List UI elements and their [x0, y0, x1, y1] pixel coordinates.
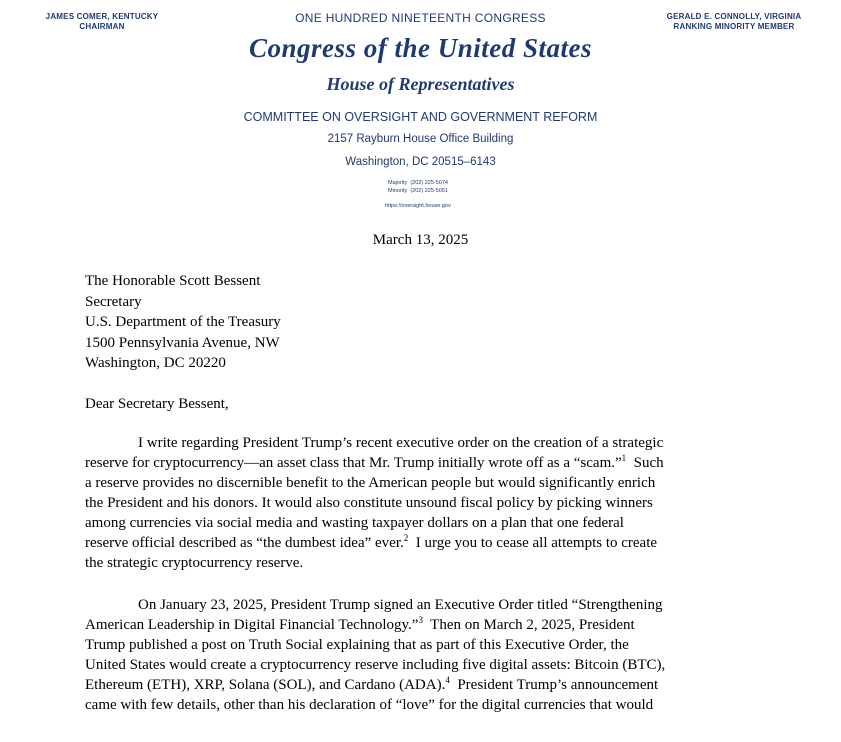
footnote-ref-2[interactable]: 2 [403, 533, 409, 543]
recipient-line: The Honorable Scott Bessent [85, 273, 261, 289]
chairman-name: JAMES COMER, KENTUCKY [45, 12, 159, 21]
minority-phone: (202) 225-5051 [410, 188, 448, 194]
recipient-line: 1500 Pennsylvania Avenue, NW [85, 334, 280, 351]
minority-label: Minority [388, 188, 408, 194]
phone-block [388, 179, 448, 195]
letterhead-chamber: House of Representatives [326, 74, 515, 94]
paragraph-line [85, 675, 775, 695]
paragraph-line: the strategic cryptocurrency reserve. [85, 555, 304, 571]
majority-label: Majority [388, 180, 408, 186]
letterhead-title: Congress of the United States [248, 33, 593, 63]
paragraph-line [85, 615, 775, 635]
salutation: Dear Secretary Bessent, [85, 396, 229, 412]
text-run: President Trump’s announcement [449, 677, 659, 693]
paragraph-line: United States would create a cryptocurrency reserve including five digital assets: Bitcoin (BTC), [85, 657, 666, 673]
ranking-member-title: RANKING MINORITY MEMBER [673, 22, 795, 31]
footnote-ref-4[interactable]: 4 [445, 675, 450, 685]
paragraph-line [85, 453, 775, 473]
paragraph-1 [85, 433, 775, 573]
office-building: 2157 Rayburn House Office Building [327, 133, 514, 145]
office-city: Washington, DC 20515–6143 [345, 156, 496, 168]
paragraph-line: the President and his donors. It would also constitute unsound fiscal policy by picking winners [85, 495, 653, 511]
paragraph-line: On January 23, 2025, President Trump signed an Executive Order titled “Strengthening [138, 597, 663, 613]
paragraph-line: I write regarding President Trump’s recent executive order on the creation of a strategic [138, 435, 664, 451]
text-run: Ethereum (ETH), XRP, Solana (SOL), and Cardano (ADA). [85, 677, 446, 693]
ranking-member-name: GERALD E. CONNOLLY, VIRGINIA [666, 12, 802, 21]
text-run: American Leadership in Digital Financial Technology.” [85, 617, 419, 633]
paragraph-line: came with few details, other than his declaration of “love” for the digital currencies that would [85, 697, 654, 713]
paragraph-line: Trump published a post on Truth Social explaining that as part of this Executive Order, the [85, 637, 629, 653]
text-run: reserve official described as “the dumbest idea” ever. [85, 535, 404, 551]
text-run: Then on March 2, 2025, President [422, 617, 635, 633]
paragraph-line: a reserve provides no discernible benefit to the American people but would significantly enrich [85, 475, 656, 491]
text-run: reserve for cryptocurrency—an asset class that Mr. Trump initially wrote off as a “scam.” [85, 455, 622, 471]
footnote-ref-3[interactable]: 3 [418, 615, 423, 625]
paragraph-2 [85, 595, 775, 715]
letter-date: March 13, 2025 [372, 232, 469, 248]
recipient-address [85, 271, 281, 374]
footnote-ref-1[interactable]: 1 [621, 453, 627, 463]
paragraph-line: among currencies via social media and wasting taxpayer dollars on a plan that one federal [85, 515, 624, 531]
text-run: Such [626, 455, 664, 471]
chairman-title: CHAIRMAN [79, 22, 125, 31]
committee-name: COMMITTEE ON OVERSIGHT AND GOVERNMENT REFORM [243, 110, 598, 124]
recipient-line: Secretary [85, 293, 142, 310]
majority-phone: (202) 225-5074 [410, 180, 448, 186]
website-link[interactable]: https://oversight.house.gov [385, 203, 451, 209]
paragraph-line [85, 533, 775, 553]
text-run: I urge you to cease all attempts to create [408, 535, 658, 551]
congress-number: ONE HUNDRED NINETEENTH CONGRESS [295, 11, 546, 25]
recipient-line: Washington, DC 20220 [85, 355, 226, 371]
recipient-line: U.S. Department of the Treasury [85, 314, 281, 330]
